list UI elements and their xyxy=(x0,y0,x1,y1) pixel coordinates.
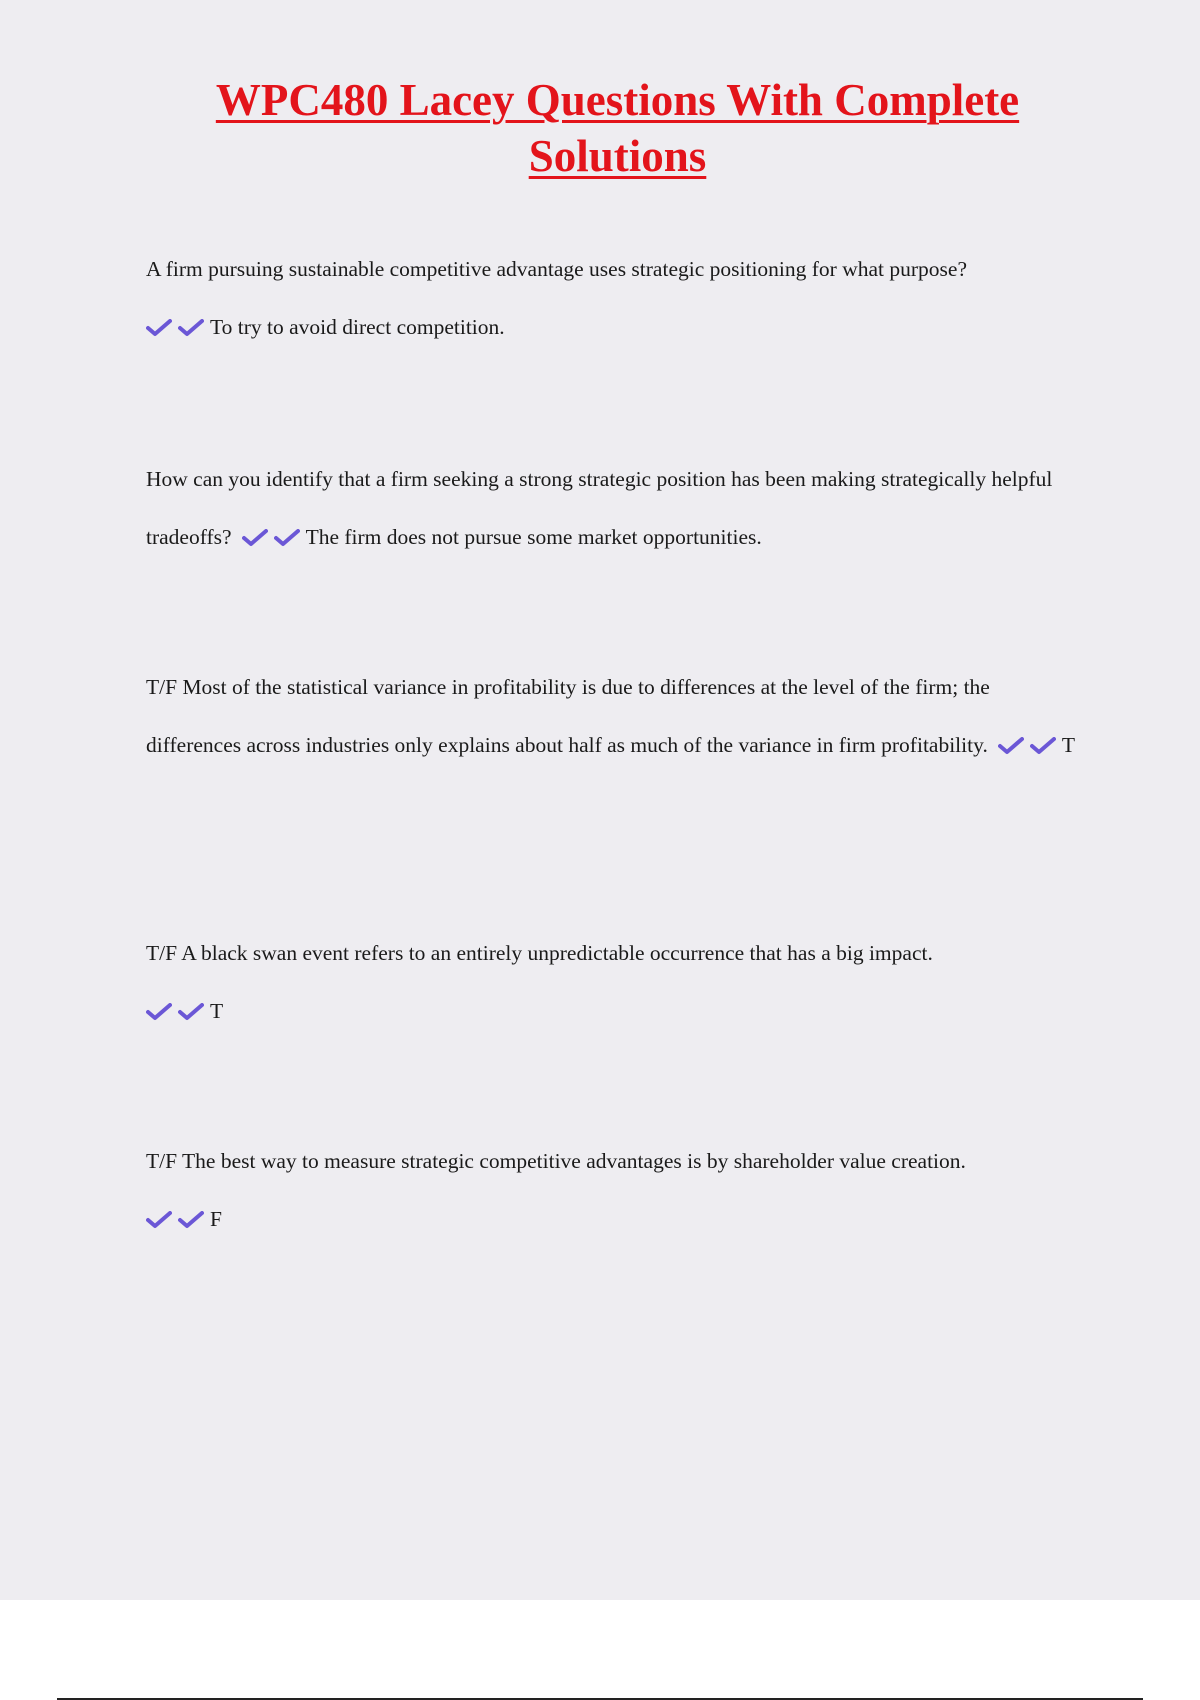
check-icon xyxy=(178,319,204,337)
question-text: T/F Most of the statistical variance in profitability is due to differences at the level of the firm; the differences across industries only explains about half as much of the variance in firm profitability. xyxy=(146,675,990,757)
document-title: WPC480 Lacey Questions With Complete Solutions xyxy=(215,75,1020,181)
question-text: How can you identify that a firm seeking a strong strategic position has been making strategically helpful tradeoffs? xyxy=(146,467,1053,549)
answer-text: To try to avoid direct competition. xyxy=(210,315,505,339)
double-check-icon xyxy=(242,511,302,569)
qa-item xyxy=(146,658,1086,777)
check-icon xyxy=(998,737,1024,755)
check-icon xyxy=(178,1211,204,1229)
check-icon xyxy=(146,1003,172,1021)
qa-item xyxy=(146,240,1086,359)
answer-text: T xyxy=(1061,733,1075,757)
answer-text: F xyxy=(210,1207,222,1231)
answer-text: The firm does not pursue some market opportunities. xyxy=(305,525,762,549)
question-text: T/F A black swan event refers to an entirely unpredictable occurrence that has a big impact. xyxy=(146,941,933,965)
check-icon xyxy=(178,1003,204,1021)
double-check-icon xyxy=(146,1193,206,1251)
check-icon xyxy=(274,529,300,547)
qa-item xyxy=(146,450,1086,569)
double-check-icon xyxy=(146,985,206,1043)
check-icon xyxy=(242,529,268,547)
question-text: T/F The best way to measure strategic competitive advantages is by shareholder value creation. xyxy=(146,1149,966,1173)
qa-item xyxy=(146,1132,1086,1251)
check-icon xyxy=(146,1211,172,1229)
check-icon xyxy=(1030,737,1056,755)
question-text: A firm pursuing sustainable competitive advantage uses strategic positioning for what purpose? xyxy=(146,257,967,281)
double-check-icon xyxy=(998,719,1058,777)
double-check-icon xyxy=(146,301,206,359)
check-icon xyxy=(146,319,172,337)
qa-item xyxy=(146,924,1086,1043)
answer-text: T xyxy=(210,999,224,1023)
